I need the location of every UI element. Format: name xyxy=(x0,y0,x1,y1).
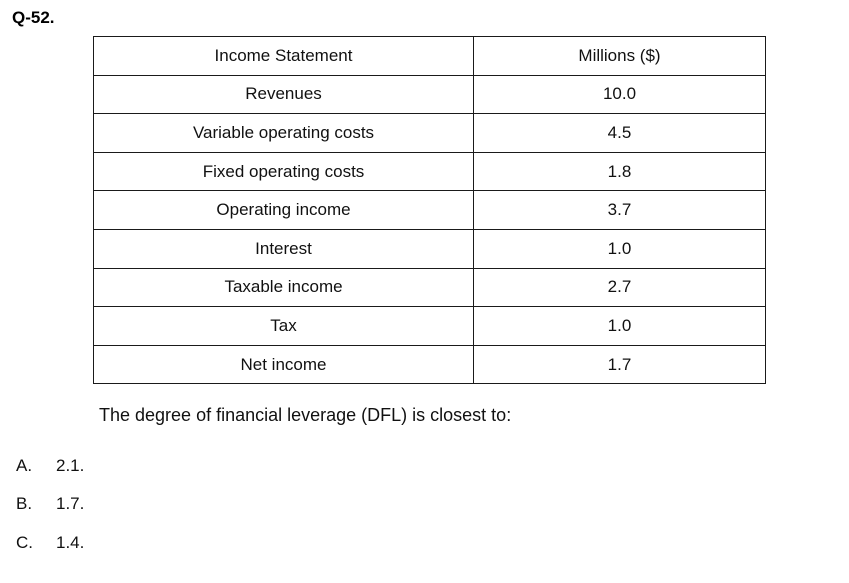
income-statement-table xyxy=(93,36,766,384)
table-row xyxy=(94,114,766,153)
row-value: 10.0 xyxy=(474,75,766,114)
option-text: 1.4. xyxy=(56,533,85,552)
row-value: 4.5 xyxy=(474,114,766,153)
question-number: Q-52. xyxy=(12,8,55,27)
table-header-row xyxy=(94,37,766,76)
column-header-item: Income Statement xyxy=(94,37,474,76)
column-header-value: Millions ($) xyxy=(474,37,766,76)
answer-option-c[interactable] xyxy=(16,533,84,553)
row-item: Tax xyxy=(94,307,474,346)
row-item: Revenues xyxy=(94,75,474,114)
option-text: 1.7. xyxy=(56,494,85,513)
row-value: 1.0 xyxy=(474,229,766,268)
question-text: The degree of financial leverage (DFL) is closest to: xyxy=(99,405,512,425)
row-value: 1.0 xyxy=(474,307,766,346)
table-row xyxy=(94,229,766,268)
table-row xyxy=(94,191,766,230)
row-value: 1.8 xyxy=(474,152,766,191)
row-item: Interest xyxy=(94,229,474,268)
option-letter: A. xyxy=(16,456,33,475)
row-item: Fixed operating costs xyxy=(94,152,474,191)
row-value: 1.7 xyxy=(474,345,766,384)
table-row xyxy=(94,75,766,114)
table-row xyxy=(94,307,766,346)
row-item: Taxable income xyxy=(94,268,474,307)
table-row xyxy=(94,152,766,191)
row-item: Net income xyxy=(94,345,474,384)
row-value: 2.7 xyxy=(474,268,766,307)
option-letter: C. xyxy=(16,533,33,552)
row-item: Variable operating costs xyxy=(94,114,474,153)
row-value: 3.7 xyxy=(474,191,766,230)
option-text: 2.1. xyxy=(56,456,85,475)
table-row xyxy=(94,345,766,384)
answer-option-a[interactable] xyxy=(16,456,84,476)
answer-option-b[interactable] xyxy=(16,494,84,514)
option-letter: B. xyxy=(16,494,33,513)
row-item: Operating income xyxy=(94,191,474,230)
table-row xyxy=(94,268,766,307)
